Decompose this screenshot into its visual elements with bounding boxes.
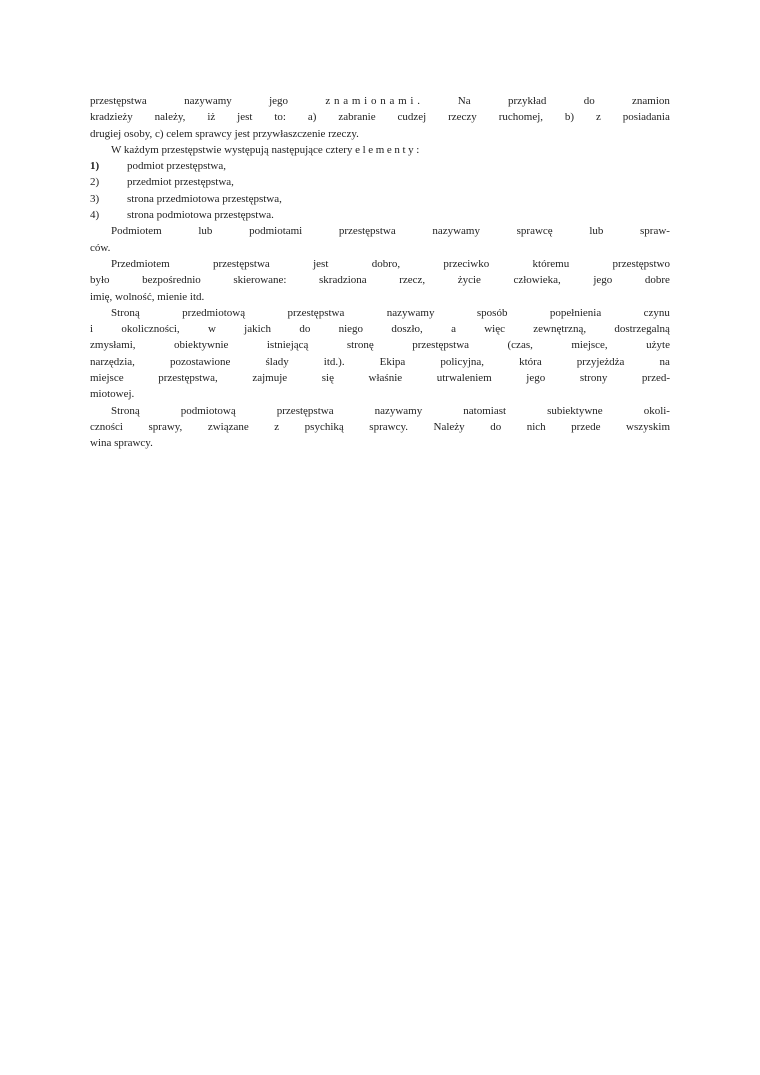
line-text: W każdym przestępstwie występują następujące cztery: [111, 143, 356, 156]
word: lub: [198, 225, 213, 238]
list-text: podmiot przestępstwa,: [127, 160, 226, 173]
word: dobre: [644, 274, 670, 287]
word: cudzej: [397, 111, 427, 124]
word: (czas,: [507, 339, 533, 352]
word: skierowane:: [233, 274, 287, 287]
word: rzeczy: [448, 111, 477, 124]
word: jest: [237, 111, 253, 124]
word: czynu: [643, 306, 670, 319]
word: któremu: [532, 257, 570, 270]
word: ruchomej,: [498, 111, 544, 124]
word: miejsce: [90, 372, 124, 385]
word: okoli-: [643, 404, 670, 417]
word: czności: [90, 420, 123, 433]
word: wszyskim: [626, 420, 670, 433]
text-line: [90, 419, 670, 435]
word: zajmuje: [252, 372, 288, 385]
word: posiadania: [622, 111, 670, 124]
word: było: [90, 274, 110, 287]
word: człowieka,: [513, 274, 561, 287]
word: przeciwko: [443, 257, 490, 270]
list-number: 2): [90, 176, 100, 189]
word: nazywamy: [432, 225, 480, 238]
word: jego: [593, 274, 613, 287]
word: pozostawione: [169, 355, 231, 368]
word: ślady: [265, 355, 289, 368]
text-line: [90, 305, 670, 321]
word: istniejącą: [266, 339, 309, 352]
word: nazywamy: [386, 306, 435, 319]
spaced-term: elementy:: [355, 143, 422, 156]
text-line: [90, 142, 670, 158]
word: znamion: [632, 95, 670, 107]
word: doszło,: [391, 323, 423, 336]
word: przed-: [641, 372, 670, 385]
word: życie: [457, 274, 481, 287]
word: itd.).: [323, 355, 345, 368]
word: rzecz,: [399, 274, 426, 287]
word: podmiotami: [249, 225, 303, 238]
word: przestępstwo: [612, 257, 670, 270]
word: policyjna,: [440, 355, 485, 368]
word: popełnienia: [549, 306, 602, 319]
word: sprawy,: [148, 420, 183, 433]
word: przykład: [507, 95, 547, 107]
word: miejsce,: [571, 339, 608, 352]
word: bezpośrednio: [142, 274, 201, 287]
word: stronę: [346, 339, 374, 352]
list-text: strona podmiotowa przestępstwa.: [127, 209, 274, 222]
word: przestępstwa,: [158, 372, 218, 385]
text-line: imię, wolność, mienie itd.: [90, 290, 205, 303]
word: z n a m i o n a m i .: [325, 95, 421, 107]
word: psychiką: [304, 420, 344, 433]
text-line: drugiej osoby, c) celem sprawcy jest przywłaszczenie rzeczy.: [90, 127, 359, 140]
word: natomiast: [463, 404, 507, 417]
word: się: [321, 372, 334, 385]
word: podmiotową: [180, 404, 236, 417]
text-line: [90, 256, 670, 272]
word: a): [307, 111, 317, 124]
word: należy,: [154, 111, 186, 124]
word: skradziona: [319, 274, 367, 287]
word: jego: [526, 372, 546, 385]
word: przestępstwa: [338, 225, 396, 238]
word: narzędzia,: [90, 355, 135, 368]
word: do: [299, 323, 311, 336]
list-text: przedmiot przestępstwa,: [127, 176, 234, 189]
text-line: [90, 354, 670, 370]
word: przestępstwa: [90, 95, 147, 107]
word: dobro,: [371, 257, 401, 270]
text-line: miotowej.: [90, 388, 135, 401]
word: niego: [338, 323, 364, 336]
word: obiektywnie: [174, 339, 229, 352]
word: a: [451, 323, 456, 336]
word: jakich: [244, 323, 272, 336]
text-line: [90, 337, 670, 353]
word: Stroną: [111, 404, 140, 417]
list-item: [90, 191, 670, 207]
word: właśnie: [368, 372, 403, 385]
word: jego: [269, 95, 289, 107]
word: z: [274, 420, 280, 433]
word: Przedmiotem: [111, 257, 170, 270]
word: Ekipa: [379, 355, 406, 368]
word: jest: [313, 257, 329, 270]
word: to:: [274, 111, 286, 124]
word: dostrzegalną: [614, 323, 670, 336]
word: i: [90, 323, 94, 336]
word: przyjeżdża: [576, 355, 625, 368]
list-item: [90, 174, 670, 190]
text-line: wina sprawcy.: [90, 437, 153, 450]
word: przestępstwa: [412, 339, 470, 352]
word: Stroną: [111, 306, 140, 319]
text-line: [90, 370, 670, 386]
word: sprawcę: [516, 225, 553, 238]
word: zmysłami,: [90, 339, 136, 352]
word: b): [564, 111, 575, 124]
word: przestępstwa: [276, 404, 334, 417]
document-page: [90, 93, 670, 452]
word: subiektywne: [547, 404, 603, 417]
word: spraw-: [640, 225, 670, 238]
text-line: [90, 109, 670, 125]
list-item: [90, 207, 670, 223]
word: okoliczności,: [121, 323, 180, 336]
text-line: [90, 321, 670, 337]
word: w: [207, 323, 216, 336]
word: utrwaleniem: [436, 372, 492, 385]
text-line: ców.: [90, 241, 111, 254]
word: Na: [457, 95, 471, 107]
word: przede: [571, 420, 601, 433]
word: przedmiotową: [182, 306, 246, 319]
word: nazywamy: [184, 95, 232, 107]
word: sposób: [476, 306, 508, 319]
word: iż: [207, 111, 216, 124]
word: użyte: [646, 339, 670, 352]
word: do: [490, 420, 502, 433]
word: z: [596, 111, 601, 124]
text-line: [90, 93, 670, 109]
word: kradzieży: [90, 111, 133, 124]
word: lub: [589, 225, 604, 238]
word: sprawcy.: [369, 420, 408, 433]
text-line: [90, 403, 670, 419]
text-line: [90, 272, 670, 288]
list-number: 3): [90, 192, 100, 205]
list-item: [90, 158, 670, 174]
word: przestępstwa: [212, 257, 270, 270]
word: związane: [207, 420, 249, 433]
word: która: [519, 355, 542, 368]
list-text: strona przedmiotowa przestępstwa,: [127, 192, 282, 205]
word: nich: [526, 420, 546, 433]
word: na: [659, 355, 670, 368]
word: zabranie: [338, 111, 376, 124]
word: więc: [484, 323, 505, 336]
word: przestępstwa: [287, 306, 345, 319]
list-number: 4): [90, 209, 100, 222]
word: Należy: [433, 420, 465, 433]
word: zewnętrzną,: [533, 323, 587, 336]
text-line: [90, 223, 670, 239]
word: Podmiotem: [111, 225, 162, 238]
word: strony: [579, 372, 608, 385]
word: do: [583, 95, 595, 107]
list-number: 1): [90, 160, 100, 173]
word: nazywamy: [374, 404, 423, 417]
